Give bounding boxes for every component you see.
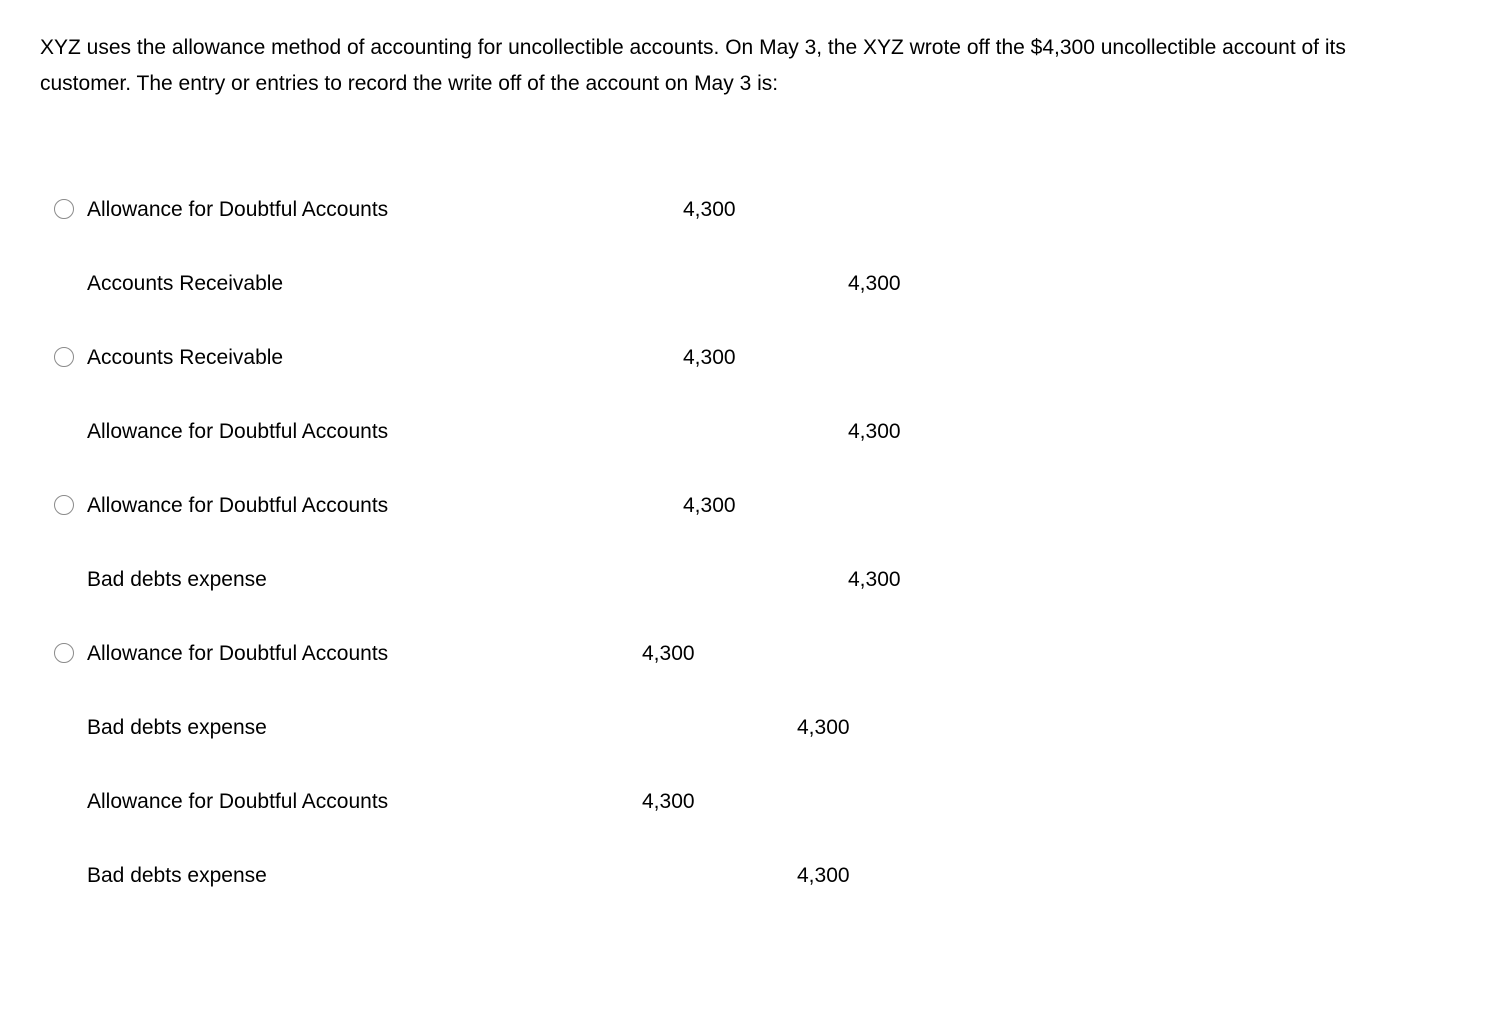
credit-amount: 4,300: [848, 272, 901, 295]
journal-entry-row: [0, 717, 1490, 739]
journal-entry-row: [0, 347, 1490, 369]
account-label: Accounts Receivable: [87, 272, 284, 295]
radio-button[interactable]: [54, 347, 74, 367]
radio-button[interactable]: [54, 495, 74, 515]
debit-amount: 4,300: [642, 642, 695, 665]
account-label: Bad debts expense: [87, 716, 267, 739]
journal-entry-row: [0, 643, 1490, 665]
journal-entry-row: [0, 199, 1490, 221]
debit-amount: 4,300: [683, 346, 736, 369]
account-label: Allowance for Doubtful Accounts: [87, 642, 389, 665]
account-label: Allowance for Doubtful Accounts: [87, 420, 389, 443]
account-label: Allowance for Doubtful Accounts: [87, 790, 389, 813]
question-text: XYZ uses the allowance method of accounting for uncollectible accounts. On May 3, the XYZ wrote off the $4,300 uncollectible account of its customer. The entry or entries to record the write off of the account on May 3 is:: [40, 36, 1346, 95]
account-label: Allowance for Doubtful Accounts: [87, 494, 389, 517]
options-list: [0, 199, 1490, 939]
radio-button[interactable]: [54, 199, 74, 219]
debit-amount: 4,300: [642, 790, 695, 813]
credit-amount: 4,300: [848, 568, 901, 591]
journal-entry-row: [0, 495, 1490, 517]
debit-amount: 4,300: [683, 494, 736, 517]
journal-entry-row: [0, 865, 1490, 887]
account-label: Allowance for Doubtful Accounts: [87, 198, 389, 221]
credit-amount: 4,300: [797, 716, 850, 739]
journal-entry-row: [0, 569, 1490, 591]
answer-option: [0, 199, 1490, 295]
answer-option: [0, 643, 1490, 887]
credit-amount: 4,300: [797, 864, 850, 887]
journal-entry-row: [0, 791, 1490, 813]
journal-entry-row: [0, 421, 1490, 443]
credit-amount: 4,300: [848, 420, 901, 443]
answer-option: [0, 495, 1490, 591]
debit-amount: 4,300: [683, 198, 736, 221]
journal-entry-row: [0, 273, 1490, 295]
account-label: Bad debts expense: [87, 568, 267, 591]
account-label: Bad debts expense: [87, 864, 267, 887]
radio-button[interactable]: [54, 643, 74, 663]
answer-option: [0, 347, 1490, 443]
account-label: Accounts Receivable: [87, 346, 284, 369]
